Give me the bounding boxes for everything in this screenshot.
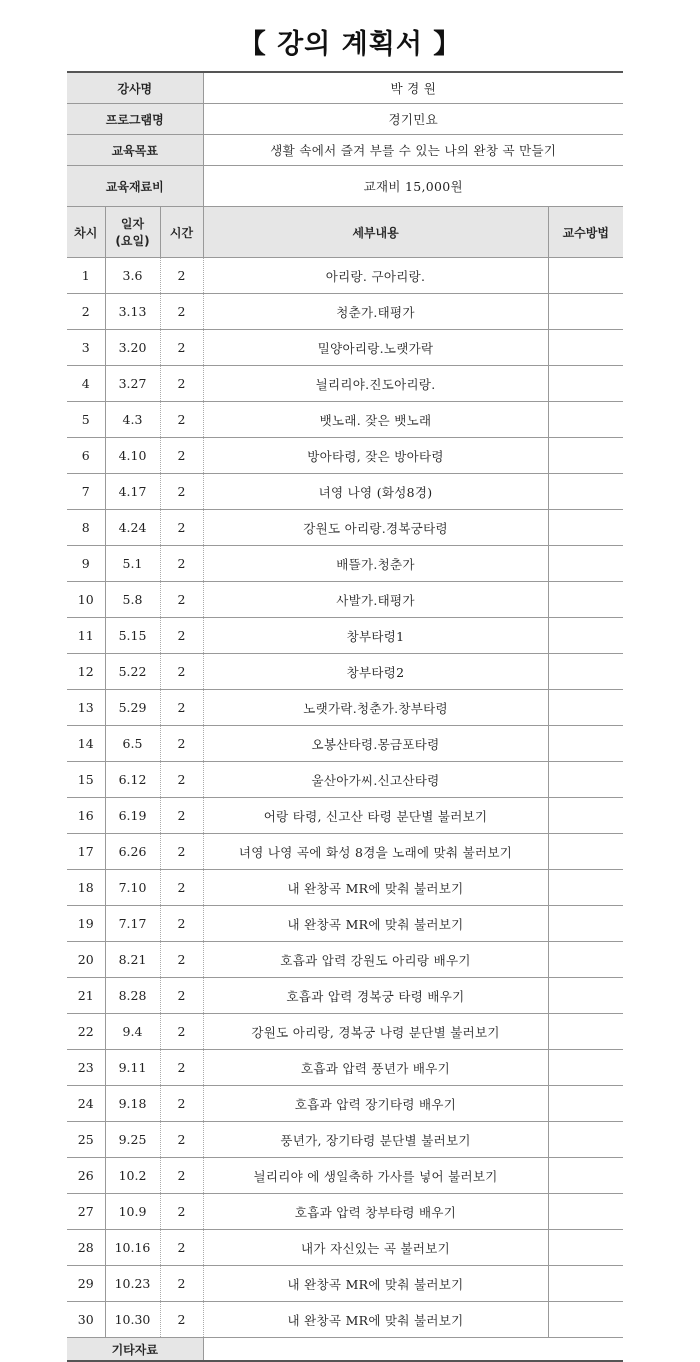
session-details: 녀영 나영 곡에 화성 8경을 노래에 맞춰 불러보기 <box>203 834 548 870</box>
session-number: 19 <box>67 906 105 942</box>
session-date: 5.8 <box>105 582 160 618</box>
program-value: 경기민요 <box>203 104 623 135</box>
table-row <box>67 1014 623 1050</box>
session-number: 5 <box>67 402 105 438</box>
session-method <box>548 582 623 618</box>
session-number: 18 <box>67 870 105 906</box>
session-hours: 2 <box>160 798 203 834</box>
session-method <box>548 978 623 1014</box>
table-row <box>67 726 623 762</box>
session-method <box>548 726 623 762</box>
session-details: 노랫가락.청춘가.창부타령 <box>203 690 548 726</box>
session-hours: 2 <box>160 294 203 330</box>
session-details: 뱃노래. 잦은 뱃노래 <box>203 402 548 438</box>
session-method <box>548 546 623 582</box>
column-header-row <box>67 207 623 258</box>
session-number: 11 <box>67 618 105 654</box>
session-number: 25 <box>67 1122 105 1158</box>
session-date: 3.27 <box>105 366 160 402</box>
session-details: 배뜰가.청춘가 <box>203 546 548 582</box>
session-details: 녀영 나영 (화성8경) <box>203 474 548 510</box>
session-method <box>548 1122 623 1158</box>
session-date: 4.17 <box>105 474 160 510</box>
session-hours: 2 <box>160 978 203 1014</box>
session-method <box>548 906 623 942</box>
session-date: 10.30 <box>105 1302 160 1338</box>
col-details-header: 세부내용 <box>203 207 548 258</box>
session-method <box>548 1230 623 1266</box>
col-method-header: 교수방법 <box>548 207 623 258</box>
session-method <box>548 1302 623 1338</box>
material-label: 교육재료비 <box>67 166 203 207</box>
session-method <box>548 438 623 474</box>
session-hours: 2 <box>160 1014 203 1050</box>
session-method <box>548 690 623 726</box>
session-number: 17 <box>67 834 105 870</box>
session-method <box>548 510 623 546</box>
session-method <box>548 834 623 870</box>
session-number: 27 <box>67 1194 105 1230</box>
session-hours: 2 <box>160 330 203 366</box>
session-hours: 2 <box>160 1050 203 1086</box>
session-details: 내 완창곡 MR에 맞춰 불러보기 <box>203 1302 548 1338</box>
session-details: 오봉산타령.몽금포타령 <box>203 726 548 762</box>
session-date: 3.20 <box>105 330 160 366</box>
col-date-header <box>105 207 160 258</box>
session-details: 창부타령2 <box>203 654 548 690</box>
session-date: 4.10 <box>105 438 160 474</box>
other-materials-value <box>203 1338 623 1362</box>
session-hours: 2 <box>160 258 203 294</box>
session-details: 호흡과 압력 강원도 아리랑 배우기 <box>203 942 548 978</box>
session-hours: 2 <box>160 942 203 978</box>
session-hours: 2 <box>160 654 203 690</box>
session-details: 늴리리야 에 생일축하 가사를 넣어 불러보기 <box>203 1158 548 1194</box>
table-row <box>67 1302 623 1338</box>
table-row <box>67 618 623 654</box>
session-date: 3.6 <box>105 258 160 294</box>
program-label: 프로그램명 <box>67 104 203 135</box>
session-number: 20 <box>67 942 105 978</box>
session-hours: 2 <box>160 546 203 582</box>
session-method <box>548 762 623 798</box>
session-method <box>548 1086 623 1122</box>
session-date: 9.4 <box>105 1014 160 1050</box>
session-hours: 2 <box>160 1194 203 1230</box>
table-row <box>67 1230 623 1266</box>
session-number: 9 <box>67 546 105 582</box>
session-date: 10.2 <box>105 1158 160 1194</box>
table-row <box>67 870 623 906</box>
session-method <box>548 294 623 330</box>
table-row <box>67 438 623 474</box>
goal-label: 교육목표 <box>67 135 203 166</box>
table-row <box>67 906 623 942</box>
session-date: 10.23 <box>105 1266 160 1302</box>
session-method <box>548 474 623 510</box>
session-number: 26 <box>67 1158 105 1194</box>
session-method <box>548 1266 623 1302</box>
col-hours-header: 시간 <box>160 207 203 258</box>
info-row-material <box>67 166 623 207</box>
session-details: 호흡과 압력 창부타령 배우기 <box>203 1194 548 1230</box>
session-details: 내 완창곡 MR에 맞춰 불러보기 <box>203 906 548 942</box>
session-number: 4 <box>67 366 105 402</box>
session-number: 3 <box>67 330 105 366</box>
col-date-header-line1: 일자 <box>120 217 145 231</box>
session-hours: 2 <box>160 366 203 402</box>
table-row <box>67 294 623 330</box>
session-hours: 2 <box>160 618 203 654</box>
session-number: 2 <box>67 294 105 330</box>
session-details: 울산아가씨.신고산타령 <box>203 762 548 798</box>
col-session-header: 차시 <box>67 207 105 258</box>
session-method <box>548 402 623 438</box>
table-row <box>67 798 623 834</box>
session-method <box>548 798 623 834</box>
session-number: 16 <box>67 798 105 834</box>
session-date: 9.18 <box>105 1086 160 1122</box>
table-row <box>67 546 623 582</box>
session-date: 6.5 <box>105 726 160 762</box>
session-date: 3.13 <box>105 294 160 330</box>
session-date: 5.15 <box>105 618 160 654</box>
page-title: 【 강의 계획서 】 <box>238 29 462 60</box>
session-number: 29 <box>67 1266 105 1302</box>
session-details: 방아타령, 잦은 방아타령 <box>203 438 548 474</box>
session-number: 6 <box>67 438 105 474</box>
session-method <box>548 1194 623 1230</box>
session-method <box>548 654 623 690</box>
session-hours: 2 <box>160 510 203 546</box>
session-date: 10.16 <box>105 1230 160 1266</box>
table-row <box>67 1086 623 1122</box>
session-method <box>548 1158 623 1194</box>
session-date: 4.3 <box>105 402 160 438</box>
session-hours: 2 <box>160 1122 203 1158</box>
session-hours: 2 <box>160 906 203 942</box>
table-row <box>67 1050 623 1086</box>
session-number: 30 <box>67 1302 105 1338</box>
session-details: 밀양아리랑.노랫가락 <box>203 330 548 366</box>
session-method <box>548 942 623 978</box>
instructor-label: 강사명 <box>67 72 203 104</box>
session-date: 8.21 <box>105 942 160 978</box>
table-row <box>67 942 623 978</box>
session-details: 호흡과 압력 풍년가 배우기 <box>203 1050 548 1086</box>
session-date: 4.24 <box>105 510 160 546</box>
table-row <box>67 1194 623 1230</box>
table-row <box>67 834 623 870</box>
session-number: 28 <box>67 1230 105 1266</box>
session-number: 23 <box>67 1050 105 1086</box>
material-value: 교재비 15,000원 <box>203 166 623 207</box>
session-hours: 2 <box>160 1158 203 1194</box>
session-hours: 2 <box>160 1302 203 1338</box>
table-row <box>67 366 623 402</box>
session-details: 내 완창곡 MR에 맞춰 불러보기 <box>203 1266 548 1302</box>
session-method <box>548 870 623 906</box>
lesson-plan-table <box>67 71 623 1362</box>
session-details: 청춘가.태평가 <box>203 294 548 330</box>
session-date: 5.29 <box>105 690 160 726</box>
session-details: 호흡과 압력 장기타령 배우기 <box>203 1086 548 1122</box>
session-number: 7 <box>67 474 105 510</box>
session-number: 21 <box>67 978 105 1014</box>
table-row <box>67 258 623 294</box>
table-row <box>67 330 623 366</box>
session-method <box>548 1014 623 1050</box>
session-hours: 2 <box>160 762 203 798</box>
session-details: 어랑 타령, 신고산 타령 분단별 불러보기 <box>203 798 548 834</box>
session-method <box>548 618 623 654</box>
session-details: 늴리리야.진도아리랑. <box>203 366 548 402</box>
session-date: 9.11 <box>105 1050 160 1086</box>
table-row <box>67 690 623 726</box>
table-row <box>67 474 623 510</box>
session-details: 창부타령1 <box>203 618 548 654</box>
session-date: 7.17 <box>105 906 160 942</box>
table-row <box>67 1266 623 1302</box>
session-hours: 2 <box>160 690 203 726</box>
session-date: 6.19 <box>105 798 160 834</box>
session-details: 강원도 아리랑.경복궁타령 <box>203 510 548 546</box>
session-date: 10.9 <box>105 1194 160 1230</box>
session-hours: 2 <box>160 726 203 762</box>
table-row <box>67 1158 623 1194</box>
session-hours: 2 <box>160 402 203 438</box>
info-row-instructor <box>67 72 623 104</box>
table-row <box>67 762 623 798</box>
info-row-goal <box>67 135 623 166</box>
session-date: 6.26 <box>105 834 160 870</box>
session-hours: 2 <box>160 582 203 618</box>
session-details: 아리랑. 구아리랑. <box>203 258 548 294</box>
session-hours: 2 <box>160 474 203 510</box>
session-hours: 2 <box>160 1266 203 1302</box>
goal-value: 생활 속에서 즐겨 부를 수 있는 나의 완창 곡 만들기 <box>203 135 623 166</box>
session-details: 사발가.태평가 <box>203 582 548 618</box>
session-details: 풍년가, 장기타령 분단별 불러보기 <box>203 1122 548 1158</box>
session-method <box>548 330 623 366</box>
session-details: 내가 자신있는 곡 불러보기 <box>203 1230 548 1266</box>
table-row <box>67 1122 623 1158</box>
session-number: 24 <box>67 1086 105 1122</box>
session-number: 8 <box>67 510 105 546</box>
session-hours: 2 <box>160 870 203 906</box>
session-date: 7.10 <box>105 870 160 906</box>
instructor-value: 박 경 원 <box>203 72 623 104</box>
session-method <box>548 1050 623 1086</box>
session-number: 1 <box>67 258 105 294</box>
session-hours: 2 <box>160 1086 203 1122</box>
session-number: 10 <box>67 582 105 618</box>
table-row <box>67 654 623 690</box>
footer-row <box>67 1338 623 1362</box>
info-row-program <box>67 104 623 135</box>
col-date-header-line2: (요일) <box>115 234 150 248</box>
session-number: 13 <box>67 690 105 726</box>
session-date: 6.12 <box>105 762 160 798</box>
session-details: 강원도 아리랑, 경복궁 나령 분단별 불러보기 <box>203 1014 548 1050</box>
session-number: 15 <box>67 762 105 798</box>
session-hours: 2 <box>160 834 203 870</box>
session-number: 12 <box>67 654 105 690</box>
session-date: 8.28 <box>105 978 160 1014</box>
session-number: 22 <box>67 1014 105 1050</box>
session-details: 내 완창곡 MR에 맞춰 불러보기 <box>203 870 548 906</box>
session-number: 14 <box>67 726 105 762</box>
session-hours: 2 <box>160 1230 203 1266</box>
session-date: 5.1 <box>105 546 160 582</box>
table-row <box>67 978 623 1014</box>
session-details: 호흡과 압력 경복궁 타령 배우기 <box>203 978 548 1014</box>
table-row <box>67 402 623 438</box>
table-row <box>67 582 623 618</box>
session-date: 9.25 <box>105 1122 160 1158</box>
session-date: 5.22 <box>105 654 160 690</box>
other-materials-label: 기타자료 <box>67 1338 203 1362</box>
session-hours: 2 <box>160 438 203 474</box>
session-method <box>548 366 623 402</box>
table-row <box>67 510 623 546</box>
session-method <box>548 258 623 294</box>
